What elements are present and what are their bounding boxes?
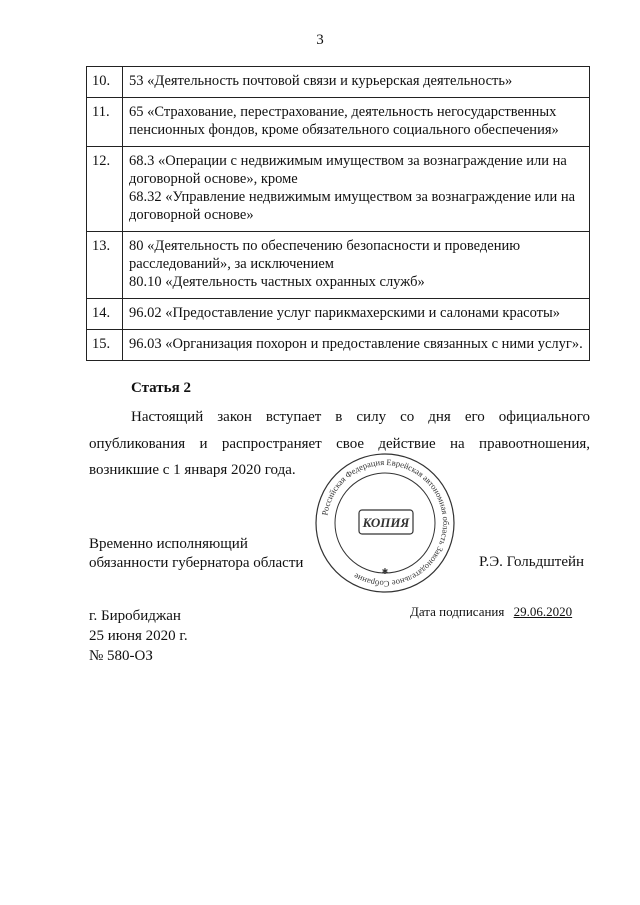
table-row (87, 147, 590, 232)
law-number: № 580-ОЗ (89, 648, 153, 664)
activity-table (86, 66, 590, 361)
official-stamp (314, 452, 456, 594)
table-row (87, 330, 590, 361)
row-description (123, 67, 590, 98)
row-number: 12. (87, 147, 123, 232)
row-description-line: 68.32 «Управление недвижимым имуществом за вознаграждение или на договорной основе» (129, 189, 576, 223)
signatory-position-line-2: обязанности губернатора области (89, 555, 304, 571)
stamp-star-icon: ✱ (381, 567, 389, 576)
row-description (123, 330, 590, 361)
row-number: 11. (87, 98, 123, 147)
table-row (87, 67, 590, 98)
row-description-line: 80.10 «Деятельность частных охранных служб» (129, 274, 425, 290)
stamp-ring-text: Российская Федерация Еврейская автономная область Законодательное Собрание (319, 456, 452, 590)
row-description-line: 65 «Страхование, перестрахование, деятельность негосударственных пенсионных фондов, кроме обязательного социального обеспечения» (129, 104, 559, 138)
signing-date-label: Дата подписания (410, 604, 505, 619)
row-description (123, 147, 590, 232)
row-description-line: 80 «Деятельность по обеспечению безопасности и проведению расследований», за исключением (129, 238, 521, 272)
place-date-number (89, 606, 188, 666)
row-description (123, 232, 590, 299)
signing-date-block (410, 604, 572, 620)
row-description (123, 299, 590, 330)
stamp-center-text: КОПИЯ (362, 515, 410, 530)
article-text: Настоящий закон вступает в силу со дня его официального опубликования и распространяет свое действие на правоотношения, возникшие с 1 января 2020 года. (89, 409, 590, 478)
row-description-line: 68.3 «Операции с недвижимым имуществом за вознаграждение или на договорной основе», кроме (129, 153, 567, 187)
row-number: 10. (87, 67, 123, 98)
signatory-name: Р.Э. Гольдштейн (479, 554, 585, 570)
signing-date-value: 29.06.2020 (513, 604, 573, 619)
row-number: 13. (87, 232, 123, 299)
row-description-line: 96.02 «Предоставление услуг парикмахерскими и салонами красоты» (129, 305, 560, 321)
row-description-line: 53 «Деятельность почтовой связи и курьерская деятельность» (129, 73, 513, 89)
table-row (87, 98, 590, 147)
page-number: 3 (316, 32, 324, 48)
city: г. Биробиджан (89, 608, 181, 624)
adoption-date: 25 июня 2020 г. (89, 628, 188, 644)
signatory-position-line-1: Временно исполняющий (89, 536, 248, 552)
article-title: Статья 2 (131, 380, 191, 396)
row-description (123, 98, 590, 147)
table-row (87, 299, 590, 330)
row-description-line: 96.03 «Организация похорон и предоставление связанных с ними услуг». (129, 336, 583, 352)
row-number: 15. (87, 330, 123, 361)
signatory-position (89, 535, 303, 573)
table-row (87, 232, 590, 299)
row-number: 14. (87, 299, 123, 330)
